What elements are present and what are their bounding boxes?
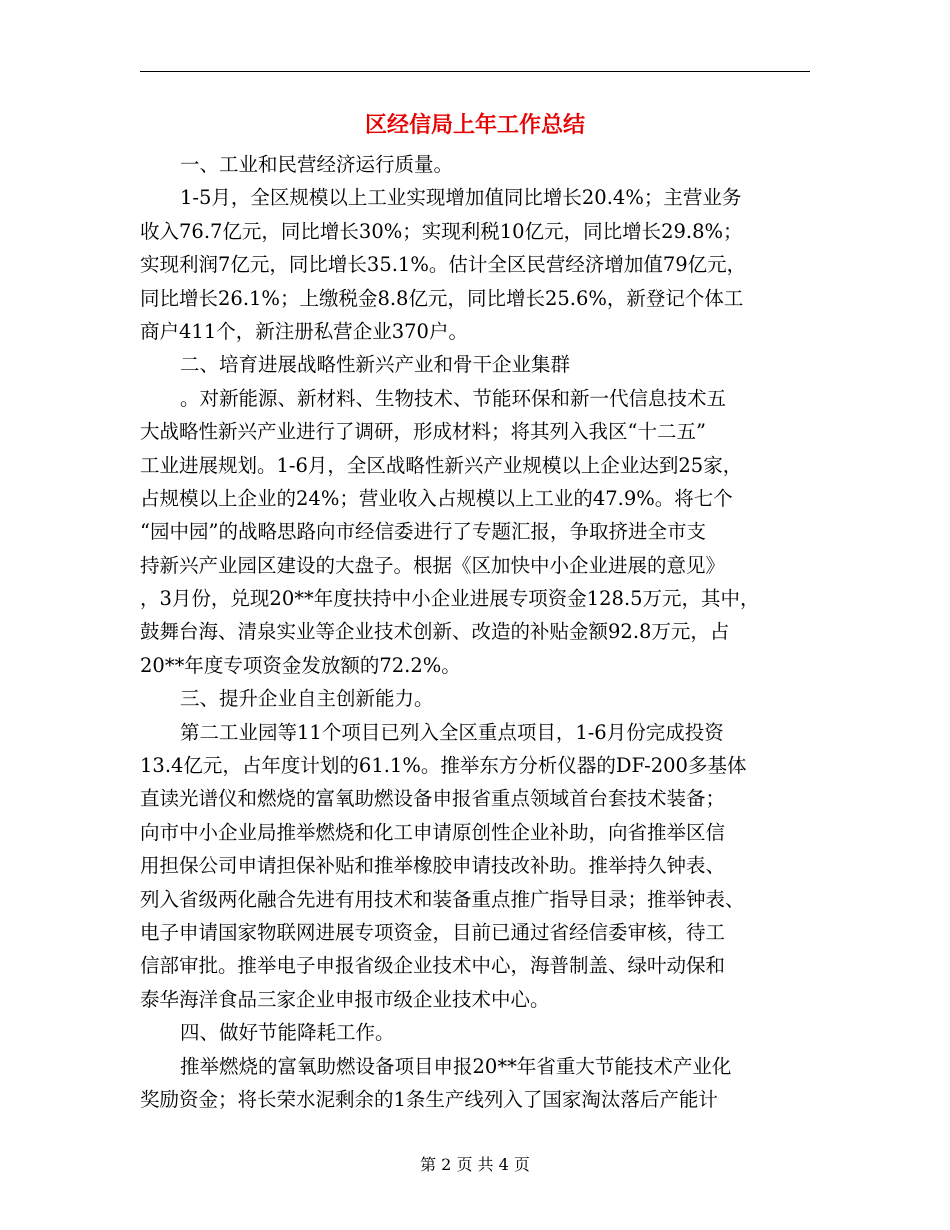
paragraph-line: 泰华海洋食品三家企业申报市级企业技术中心。 — [140, 987, 550, 1011]
paragraph-line: 20**年度专项资金发放额的72.2%。 — [140, 653, 461, 677]
paragraph-line: 实现利润7亿元，同比增长35.1%。估计全区民营经济增加值79亿元， — [140, 253, 747, 277]
paragraph-first-line: 一、工业和民营经济运行质量。 — [180, 153, 454, 176]
paragraph-line: 用担保公司申请担保补贴和推举橡胶申请技改补助。推举持久钟表、 — [140, 854, 726, 878]
document-title: 区经信局上年工作总结 — [364, 112, 585, 138]
paragraph-first-line: 第二工业园等11个项目已列入全区重点项目，1-6月份完成投资 — [180, 720, 724, 744]
paragraph-line: 占规模以上企业的24%；营业收入占规模以上工业的47.9%。将七个 — [140, 486, 733, 510]
header-rule — [140, 71, 810, 72]
paragraph-line: ，3月份，兑现20**年度扶持中小企业进展专项资金128.5万元，其中， — [140, 587, 760, 611]
paragraph-first-line: 二、培育进展战略性新兴产业和骨干企业集群 — [180, 353, 571, 377]
paragraph-first-line: 1-5月，全区规模以上工业实现增加值同比增长20.4%；主营业务 — [180, 186, 742, 210]
paragraph-line: 13.4亿元，占年度计划的61.1%。推举东方分析仪器的DF-200多基体 — [140, 754, 747, 778]
paragraph-line: 列入省级两化融合先进有用技术和装备重点推广指导目录；推举钟表、 — [140, 887, 745, 911]
paragraph-line: 工业进展规划。1-6月，全区战略性新兴产业规模以上企业达到25家， — [140, 453, 743, 477]
paragraph-line: 向市中小企业局推举燃烧和化工申请原创性企业补助，向省推举区信 — [140, 820, 726, 844]
paragraph-line: 电子申请国家物联网进展专项资金，目前已通过省经信委审核，待工 — [140, 920, 726, 944]
paragraph-line: 直读光谱仪和燃烧的富氧助燃设备申报省重点领域首台套技术装备； — [140, 787, 726, 811]
document-body — [140, 148, 810, 1116]
page-number-footer: 第 2 页 共 4 页 — [420, 1155, 530, 1174]
paragraph-line: 同比增长26.1%；上缴税金8.8亿元，同比增长25.6%，新登记个体工 — [140, 286, 744, 310]
paragraph-line: 鼓舞台海、清泉实业等企业技术创新、改造的补贴金额92.8万元，占 — [140, 620, 730, 644]
paragraph-first-line: 三、提升企业自主创新能力。 — [180, 687, 434, 711]
paragraph-first-line: 推举燃烧的富氧助燃设备项目申报20**年省重大节能技术产业化 — [180, 1054, 732, 1078]
paragraph-line: 奖励资金；将长荣水泥剩余的1条生产线列入了国家淘汰落后产能计 — [140, 1087, 718, 1111]
paragraph-first-line: 四、做好节能降耗工作。 — [180, 1021, 395, 1045]
paragraph-line: 持新兴产业园区建设的大盘子。根据《区加快中小企业进展的意见》 — [140, 553, 726, 577]
paragraph-line: 商户411个，新注册私营企业370户。 — [140, 319, 468, 343]
paragraph-line: 收入76.7亿元，同比增长30%；实现利税10亿元，同比增长29.8%； — [140, 219, 743, 243]
paragraph-line: 信部审批。推举电子申报省级企业技术中心，海普制盖、绿叶动保和 — [140, 954, 726, 978]
paragraph-line: “园中园”的战略思路向市经信委进行了专题汇报，争取挤进全市支 — [140, 520, 706, 544]
paragraph-first-line: 。对新能源、新材料、生物技术、节能环保和新一代信息技术五 — [180, 386, 727, 410]
paragraph-line: 大战略性新兴产业进行了调研，形成材料；将其列入我区“十二五” — [140, 420, 706, 444]
